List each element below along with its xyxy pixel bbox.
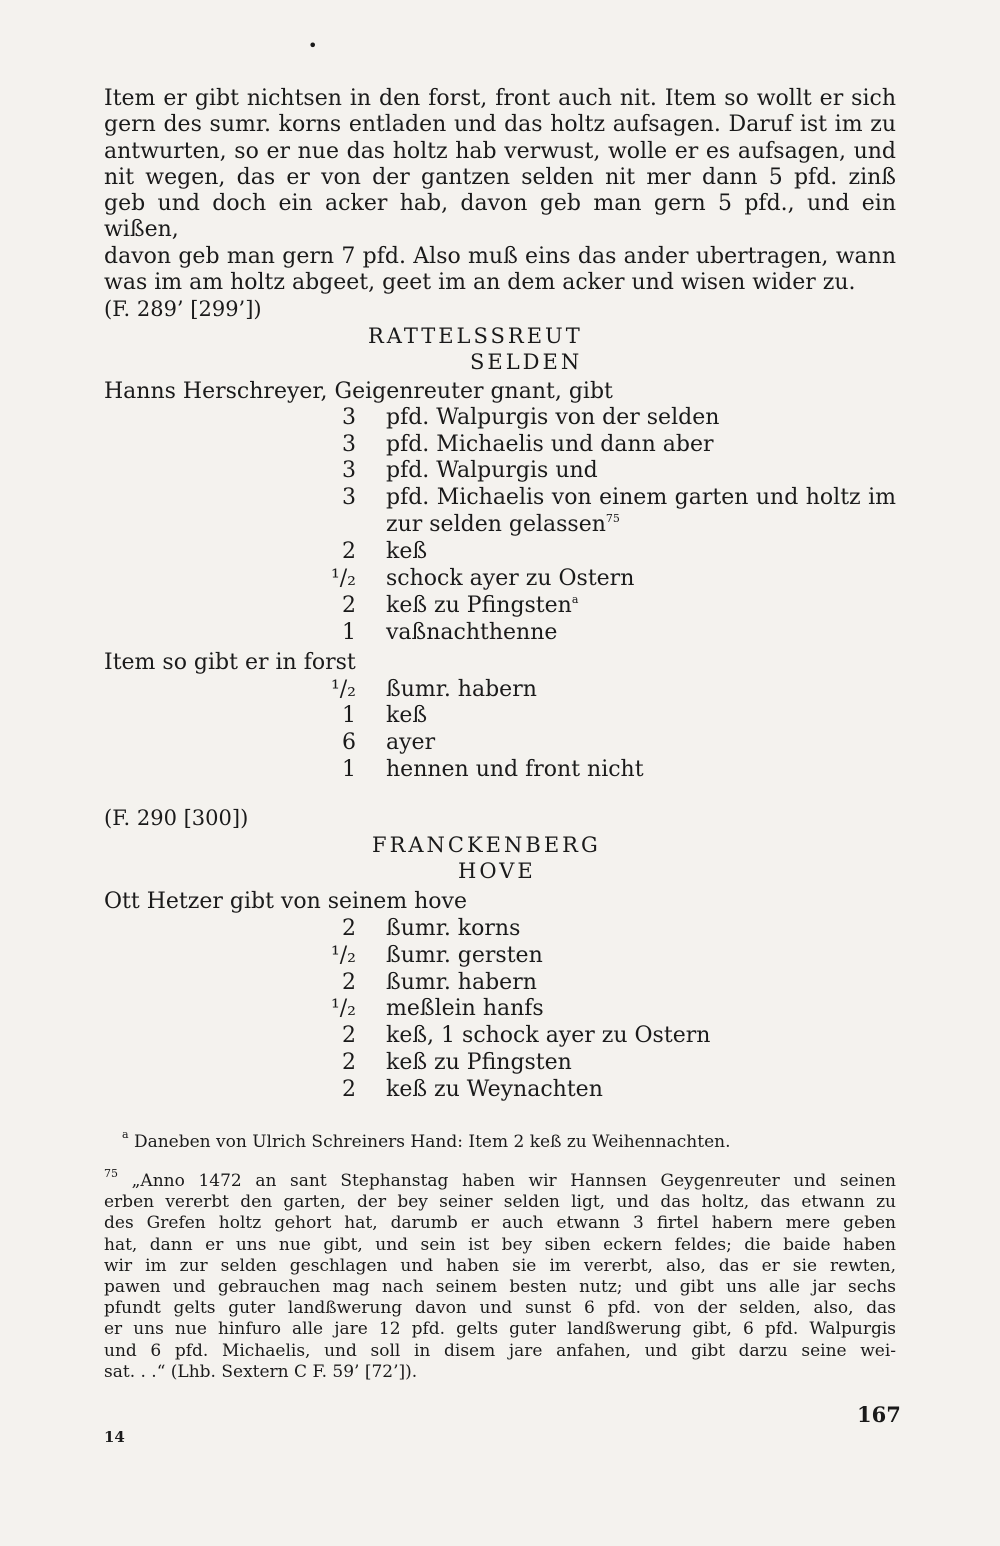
quantity: 2 xyxy=(342,539,356,564)
quantity: 3 xyxy=(342,485,356,510)
quantity: ¹/₂ xyxy=(330,677,356,702)
footnote-line: und 6 pfd. Michaelis, und soll in disem jare anfahen, und gibt darzu seine wei- xyxy=(104,1340,896,1361)
quantity: 2 xyxy=(342,1023,356,1048)
quantity: 1 xyxy=(342,620,356,645)
opening-paragraph xyxy=(104,86,896,296)
folio-reference: (F. 289’ [299’]) xyxy=(104,297,262,321)
item-text: hennen und front nicht xyxy=(386,757,644,782)
item-text-continued xyxy=(386,512,620,537)
item-text-with-marker xyxy=(386,593,578,618)
item-text: vaßnachthenne xyxy=(386,620,558,645)
paragraph-line: geb und doch ein acker hab, davon geb man gern 5 pfd., und ein wißen, xyxy=(104,191,896,243)
paragraph-line: was im am holtz abgeet, geet im an dem acker und wisen wider zu. xyxy=(104,270,856,296)
quantity: ¹/₂ xyxy=(330,943,356,968)
footnote-line: sat. . .“ (Lhb. Sextern C F. 59’ [72’]). xyxy=(104,1361,418,1382)
folio-reference: (F. 290 [300]) xyxy=(104,806,249,830)
footnote-text: „Anno 1472 an sant Stephanstag haben wir Hannsen Geygenreuter und seinen xyxy=(131,1171,896,1191)
footnote-marker: a xyxy=(122,1128,129,1141)
item-text: pfd. Michaelis und dann aber xyxy=(386,432,714,457)
giver-line: Hanns Herschreyer, Geigenreuter gnant, gibt xyxy=(104,379,613,404)
footnote-75 xyxy=(104,1163,896,1383)
item-text: meßlein hanfs xyxy=(386,996,544,1021)
quantity: ¹/₂ xyxy=(330,566,356,591)
footnote-line: des Grefen holtz gehort hat, darumb er auch etwann 3 firtel habern mere geben xyxy=(104,1213,896,1234)
footnote-line: pfundt gelts guter landßwerung davon und sunst 6 pfd. von der selden, also, das xyxy=(104,1298,896,1319)
giver-line: Ott Hetzer gibt von seinem hove xyxy=(104,889,467,914)
forst-line: Item so gibt er in forst xyxy=(104,650,356,675)
paragraph-line: nit wegen, das er von der gantzen selden nit mer dann 5 pfd. zinß xyxy=(104,164,896,190)
signature-mark: 14 xyxy=(104,1428,125,1446)
item-text: ßumr. gersten xyxy=(386,943,543,968)
holding-type-heading: SELDEN xyxy=(470,350,583,374)
item-text: keß xyxy=(386,539,428,564)
top-mark: • xyxy=(308,36,318,55)
footnote-text: Daneben von Ulrich Schreiners Hand: Item 2 keß zu Weihennachten. xyxy=(133,1132,731,1152)
quantity: ¹/₂ xyxy=(330,996,356,1021)
quantity: 2 xyxy=(342,593,356,618)
paragraph-line: antwurten, so er nue das holtz hab verwust, wolle er es aufsagen, und xyxy=(104,138,896,164)
item-text: keß zu Pfingsten xyxy=(386,1050,572,1075)
quantity: 2 xyxy=(342,1077,356,1102)
footnote-marker: 75 xyxy=(605,512,620,525)
place-heading: RATTELSSREUT xyxy=(368,324,583,348)
paragraph-line: Item er gibt nichtsen in den forst, front auch nit. Item so wollt er sich xyxy=(104,86,896,111)
item-text: pfd. Walpurgis und xyxy=(386,458,598,483)
item-text: keß zu Pfingsten xyxy=(386,593,572,618)
item-text: pfd. Michaelis von einem garten und holtz im xyxy=(386,485,896,510)
quantity: 2 xyxy=(342,1050,356,1075)
quantity: 2 xyxy=(342,970,356,995)
quantity: 1 xyxy=(342,757,356,782)
quantity: 3 xyxy=(342,432,356,457)
footnote-marker: 75 xyxy=(104,1167,118,1180)
item-text: ayer xyxy=(386,730,436,755)
item-text: keß zu Weynachten xyxy=(386,1077,603,1102)
footnote-marker: a xyxy=(571,593,579,606)
footnote-a xyxy=(122,1128,730,1152)
item-text: zur selden gelassen xyxy=(386,512,606,537)
place-heading: FRANCKENBERG xyxy=(372,833,601,857)
item-text: schock ayer zu Ostern xyxy=(386,566,635,591)
item-text: keß, 1 schock ayer zu Ostern xyxy=(386,1023,711,1048)
holding-type-heading: HOVE xyxy=(458,859,536,883)
quantity: 1 xyxy=(342,703,356,728)
quantity: 6 xyxy=(342,730,356,755)
footnote-line: erben vererbt den garten, der bey seiner selden ligt, und das holtz, das etwann zu xyxy=(104,1192,896,1213)
footnote-line: pawen und gebrauchen mag nach seinem besten nutz; und gibt uns alle jar sechs xyxy=(104,1277,896,1298)
footnote-line: wir im zur selden geschlagen und haben sie im vererbt, also, das er sie rewten, xyxy=(104,1255,896,1276)
item-text: pfd. Walpurgis von der selden xyxy=(386,405,720,430)
paragraph-line: gern des sumr. korns entladen und das holtz aufsagen. Daruf ist im zu xyxy=(104,112,896,138)
quantity: 3 xyxy=(342,405,356,430)
item-text: keß xyxy=(386,703,428,728)
footnote-line: er uns nue hinfuro alle jare 12 pfd. gelts guter landßwerung gibt, 6 pfd. Walpurgis xyxy=(104,1319,896,1340)
item-text: ßumr. habern xyxy=(386,970,537,995)
footnote-line: hat, dann er uns nue gibt, und sein ist bey siben eckern feldes; die baide haben xyxy=(104,1234,896,1255)
item-text: ßumr. korns xyxy=(386,916,521,941)
quantity: 3 xyxy=(342,458,356,483)
quantity: 2 xyxy=(342,916,356,941)
page-number: 167 xyxy=(857,1402,901,1427)
footnote-line xyxy=(104,1163,896,1192)
item-text: ßumr. habern xyxy=(386,677,537,702)
paragraph-line: davon geb man gern 7 pfd. Also muß eins das ander ubertragen, wann xyxy=(104,243,896,269)
